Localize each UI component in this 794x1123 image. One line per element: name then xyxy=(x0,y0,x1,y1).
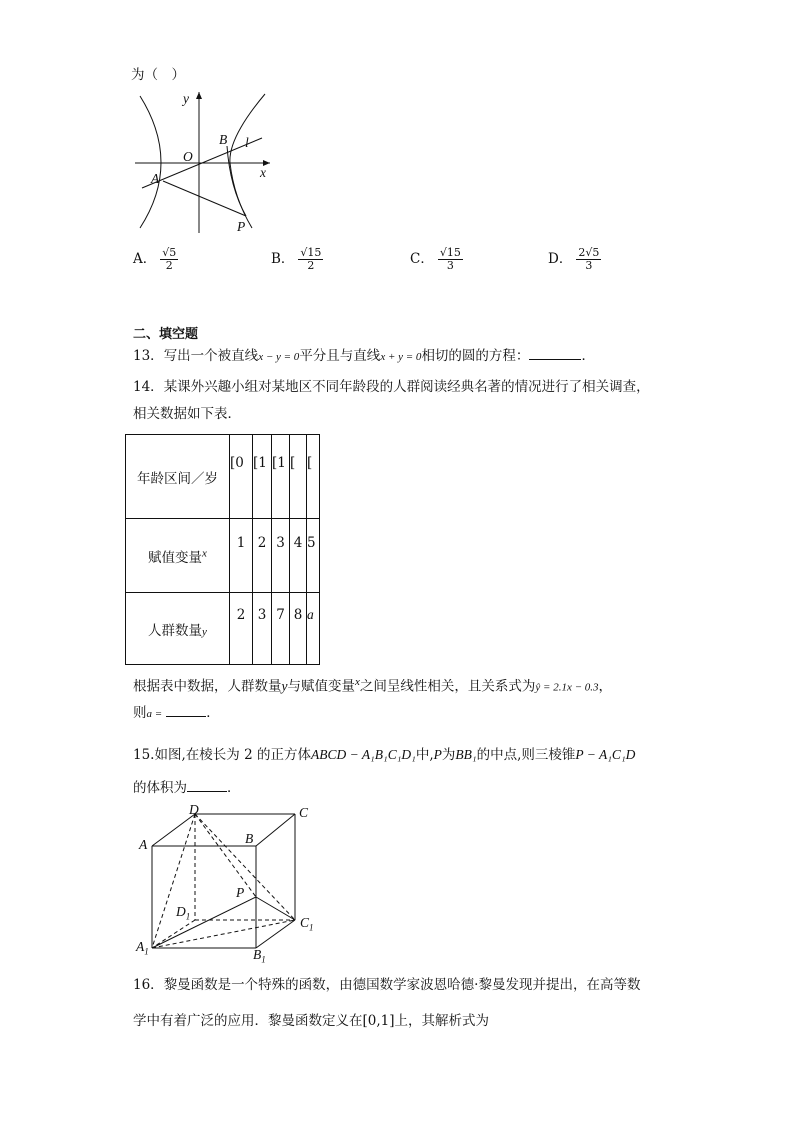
q13-eq1: x − y = 0 xyxy=(258,351,300,363)
x-cell-2: 2 xyxy=(253,519,272,593)
table-row-x xyxy=(126,519,320,593)
q14-after1-c: 之间呈线性相关，且关系式为 xyxy=(359,678,536,695)
fig15-label-a1 xyxy=(136,938,149,961)
y-cell-3: 7 xyxy=(272,593,290,665)
fig15-label-a: A xyxy=(139,837,148,852)
q16-number: 16． xyxy=(133,977,164,993)
option-c-fraction xyxy=(438,247,463,272)
option-c-den: 3 xyxy=(446,258,454,272)
q15-number: 15. xyxy=(133,747,155,763)
option-a xyxy=(133,243,178,275)
option-c xyxy=(410,243,463,275)
fig12-label-o: O xyxy=(183,149,193,164)
fig12-label-p: P xyxy=(237,219,246,234)
option-b-num: √15 xyxy=(300,245,322,259)
fig15-label-b1-sub: 1 xyxy=(261,954,266,965)
q15-line2 xyxy=(133,779,241,797)
q15-text-d: 的中点,则三棱锥 xyxy=(476,747,576,763)
q13-part1: 写出一个被直线 xyxy=(163,348,259,364)
q13-number: 13． xyxy=(133,348,164,364)
option-b-den: 2 xyxy=(307,258,315,272)
fig15-label-b1-letter: B xyxy=(253,947,262,962)
q14-after1-x: x xyxy=(355,676,360,688)
q14-answer-blank[interactable] xyxy=(166,704,206,717)
row-header-age: 年龄区间／岁 xyxy=(126,435,230,519)
q16-text-2a: 学中有着广泛的应用．黎曼函数定义在 xyxy=(133,1013,363,1029)
option-d-den: 3 xyxy=(585,258,593,272)
fig15-label-c: C xyxy=(299,805,309,820)
q14-number: 14． xyxy=(133,379,164,395)
q14-text-1: 某课外兴趣小组对某地区不同年龄段的人群阅读经典名著的情况进行了相关调查， xyxy=(163,379,650,395)
age-cell-5: [ xyxy=(307,435,320,519)
option-a-fraction xyxy=(160,247,178,272)
fig15-label-c1-sub: 1 xyxy=(309,922,314,933)
option-d xyxy=(548,243,601,275)
q15-pyramid: P − A₁C₁D xyxy=(575,747,636,762)
q16-text-2b: 上，其解析式为 xyxy=(394,1013,490,1029)
q15-end: ． xyxy=(227,780,241,796)
segment-da1 xyxy=(152,814,195,948)
q14-data-table xyxy=(125,434,320,665)
y-cell-4: 8 xyxy=(290,593,307,665)
option-d-num: 2√5 xyxy=(578,245,600,259)
q14-after2-end: ． xyxy=(206,705,220,721)
q15-answer-blank[interactable] xyxy=(187,779,227,792)
fig15-label-d1-sub: 1 xyxy=(185,911,191,922)
q14-after-line1 xyxy=(133,673,612,697)
q16-line1 xyxy=(133,976,640,994)
q14-line2: 相关数据如下表． xyxy=(133,406,241,422)
row-header-y-label: 人群数量 xyxy=(148,622,203,639)
q15-text-a: 如图,在棱长为 2 的正方体 xyxy=(154,747,311,763)
q13 xyxy=(133,347,595,366)
q14-after2-var: a = xyxy=(146,708,163,720)
option-b-fraction xyxy=(298,247,323,272)
segment-pa1 xyxy=(152,897,256,948)
fig12-label-a: A xyxy=(151,171,160,186)
q14-after2-a: 则 xyxy=(133,705,147,721)
fig15-label-a1-sub: 1 xyxy=(144,946,149,957)
segment-a1c1 xyxy=(152,920,295,948)
fig12-label-y: y xyxy=(183,91,189,106)
fig12-label-b: B xyxy=(219,132,228,147)
q14-line1 xyxy=(133,378,650,396)
q12-stem-tail: 为（ ） xyxy=(131,67,185,83)
option-b xyxy=(271,243,323,275)
table-row-age xyxy=(126,435,320,519)
q15-edge: BB₁ xyxy=(455,747,477,762)
segment-pc1 xyxy=(256,897,295,920)
x-cell-4: 4 xyxy=(290,519,307,593)
q13-part2: 平分且与直线 xyxy=(299,348,381,364)
q15-text-b: 中, xyxy=(415,747,434,763)
option-a-letter: A． xyxy=(133,251,157,267)
fig15-label-c1-letter: C xyxy=(300,915,310,930)
q15-cube-name: ABCD − A₁B₁C₁D₁ xyxy=(310,747,416,762)
q15-line1 xyxy=(133,746,635,764)
q15-cube-figure xyxy=(140,800,320,960)
q13-eq2: x + y = 0 xyxy=(380,351,422,363)
fig12-label-l: l xyxy=(245,135,249,150)
q15-p: P xyxy=(433,747,442,762)
q16-line2 xyxy=(133,1012,489,1030)
option-a-num: √5 xyxy=(162,245,177,259)
segment-dp xyxy=(195,814,256,897)
y-axis-arrow xyxy=(196,92,202,99)
section-title-fill-in: 二、填空题 xyxy=(133,327,199,342)
y-cell-2: 3 xyxy=(253,593,272,665)
row-header-y xyxy=(126,593,230,665)
q14-after1-a: 根据表中数据，人群数量 xyxy=(133,678,282,695)
edge-bc xyxy=(256,814,295,846)
row-header-x xyxy=(126,519,230,593)
fig15-label-b1 xyxy=(253,946,266,969)
row-header-y-var: y xyxy=(202,625,207,638)
edge-c1b1 xyxy=(256,920,295,948)
q12-hyperbola-figure xyxy=(130,88,280,236)
fig15-label-p: P xyxy=(236,885,245,900)
fig15-label-b: B xyxy=(245,831,254,846)
option-d-letter: D． xyxy=(548,251,573,267)
age-cell-1: [0 xyxy=(230,435,253,519)
row-header-x-label: 赋值变量 xyxy=(148,549,203,566)
row-header-x-var: x xyxy=(202,547,207,559)
age-cell-2: [1 xyxy=(253,435,272,519)
q14-regression: ŷ = 2.1x − 0.3 xyxy=(535,681,599,694)
option-d-fraction xyxy=(576,247,601,272)
option-a-den: 2 xyxy=(165,258,173,272)
x-cell-3: 3 xyxy=(272,519,290,593)
q16-interval: [0,1] xyxy=(362,1013,395,1029)
fig15-label-d1 xyxy=(176,903,190,926)
hyperbola-left-branch xyxy=(140,96,161,228)
hyperbola-right-branch xyxy=(230,94,265,228)
y-cell-1: 2 xyxy=(230,593,253,665)
q15-text-c: 为 xyxy=(441,747,456,763)
q13-end: ． xyxy=(581,348,595,364)
q14-after-line2 xyxy=(133,704,220,723)
age-cell-4: [ xyxy=(290,435,307,519)
q16-text-1: 黎曼函数是一个特殊的函数，由德国数学家波恩哈德·黎曼发现并提出，在高等数 xyxy=(163,977,641,993)
fig12-label-x: x xyxy=(260,165,266,180)
option-b-letter: B． xyxy=(271,251,295,267)
x-cell-1: 1 xyxy=(230,519,253,593)
q15-line2-text: 的体积为 xyxy=(133,780,187,796)
fig15-label-d: D xyxy=(189,802,199,817)
q14-after1-y: y xyxy=(281,678,288,694)
fig15-label-a1-letter: A xyxy=(136,939,145,954)
fig15-label-d1-letter: D xyxy=(176,904,186,919)
fig15-label-c1 xyxy=(300,914,314,937)
q13-answer-blank[interactable] xyxy=(529,347,581,360)
age-cell-3: [1 xyxy=(272,435,290,519)
q14-after1-b: 与赋值变量 xyxy=(287,678,355,695)
x-cell-5: 5 xyxy=(307,519,320,593)
q13-part3: 相切的圆的方程： xyxy=(421,348,530,364)
option-c-num: √15 xyxy=(439,245,461,259)
q14-after1-end: ， xyxy=(598,678,613,695)
y-cell-5: a xyxy=(307,593,320,665)
table-row-y xyxy=(126,593,320,665)
option-c-letter: C． xyxy=(410,251,434,267)
